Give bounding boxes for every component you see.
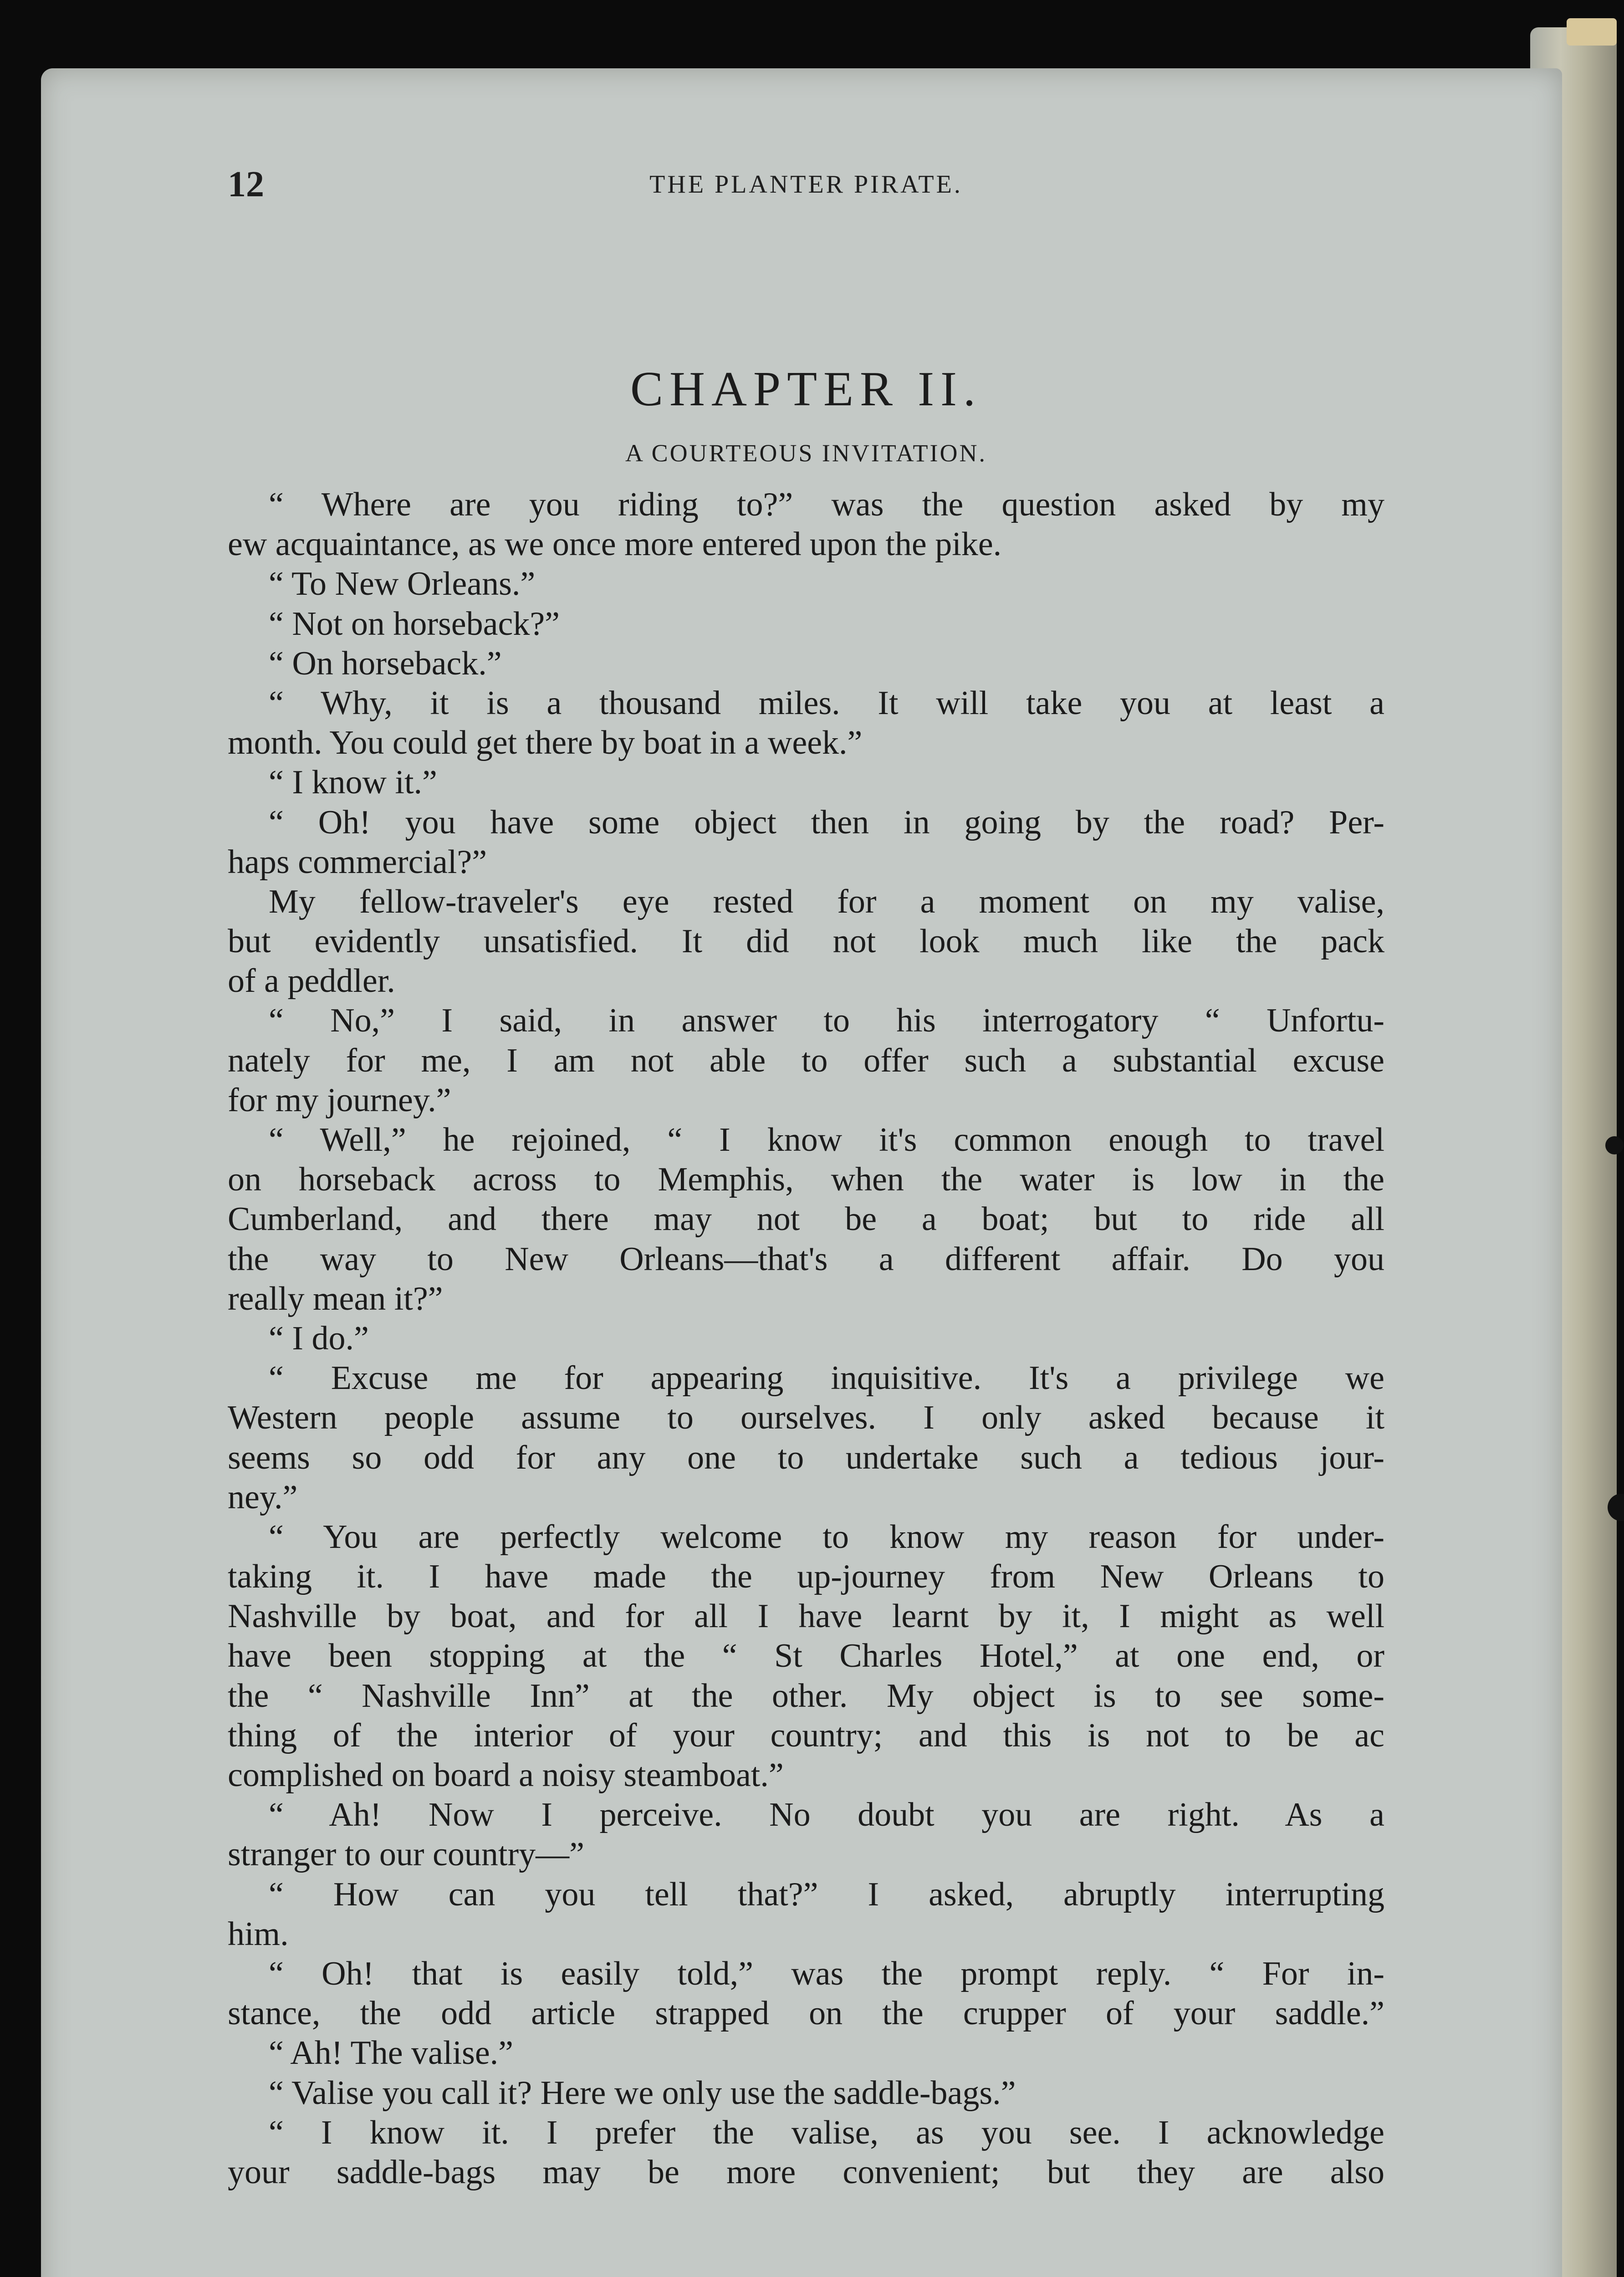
text-line: ney.” (228, 1478, 298, 1516)
text-line: My fellow-traveler's eye rested for a moment on my valise, (269, 883, 1384, 920)
text-line: the way to New Orleans—that's a different affair. Do you (228, 1240, 1384, 1278)
text-line: “ Ah! Now I perceive. No doubt you are right. As a (269, 1796, 1384, 1834)
running-title: THE PLANTER PIRATE. (649, 170, 963, 199)
chapter-title: CHAPTER II. (630, 362, 982, 416)
text-line: “ I know it.” (269, 764, 437, 802)
chapter-subtitle: A COURTEOUS INVITATION. (625, 439, 987, 467)
text-line: “ Where are you riding to?” was the question asked by my (269, 486, 1384, 523)
text-line: have been stopping at the “ St Charles Hotel,” at one end, or (228, 1637, 1384, 1675)
page-number: 12 (228, 164, 264, 204)
text-line: your saddle-bags may be more convenient; but they are also (228, 2153, 1384, 2191)
book-spine (1567, 18, 1617, 46)
text-line: him. (228, 1915, 289, 1953)
text-line: “ Valise you call it? Here we only use the saddle-bags.” (269, 2074, 1016, 2112)
text-line: haps commercial?” (228, 843, 487, 881)
text-line: “ On horseback.” (269, 644, 502, 682)
text-line: month. You could get there by boat in a week.” (228, 724, 863, 762)
text-line: nately for me, I am not able to offer such a substantial excuse (228, 1041, 1384, 1079)
text-line: really mean it?” (228, 1280, 443, 1317)
text-line: “ I do.” (269, 1319, 369, 1357)
text-line: the “ Nashville Inn” at the other. My object is to see some- (228, 1677, 1384, 1715)
text-line: seems so odd for any one to undertake such a tedious jour- (228, 1439, 1384, 1476)
running-head (228, 162, 1384, 207)
text-line: “ To New Orleans.” (269, 565, 536, 603)
text-line: but evidently unsatisfied. It did not look much like the pack (228, 923, 1384, 960)
text-line: of a peddler. (228, 962, 395, 1000)
page-edge-mark (1605, 1136, 1624, 1154)
text-line: ew acquaintance, as we once more entered upon the pike. (228, 526, 1002, 563)
text-line: Western people assume to ourselves. I only asked because it (228, 1399, 1384, 1437)
text-line: “ Why, it is a thousand miles. It will take you at least a (269, 684, 1384, 722)
text-line: “ How can you tell that?” I asked, abruptly interrupting (269, 1875, 1384, 1913)
text-line: “ Not on horseback?” (269, 605, 560, 643)
text-line: stance, the odd article strapped on the crupper of your saddle.” (228, 1995, 1384, 2032)
text-line: “ Ah! The valise.” (269, 2034, 514, 2072)
text-line: “ Oh! that is easily told,” was the prompt reply. “ For in- (269, 1955, 1384, 1992)
body-text (228, 485, 1384, 2192)
text-line: “ Oh! you have some object then in going by the road? Per- (269, 803, 1384, 841)
text-line: thing of the interior of your country; and this is not to be ac (228, 1716, 1384, 1754)
text-line: complished on board a noisy steamboat.” (228, 1756, 784, 1794)
text-line: “ Well,” he rejoined, “ I know it's common enough to travel (269, 1121, 1384, 1159)
text-line: “ Excuse me for appearing inquisitive. It's a privilege we (269, 1359, 1384, 1397)
text-line: on horseback across to Memphis, when the water is low in the (228, 1161, 1384, 1199)
text-line: taking it. I have made the up-journey from New Orleans to (228, 1558, 1384, 1596)
text-line: stranger to our country—” (228, 1836, 584, 1874)
text-line: “ No,” I said, in answer to his interrogatory “ Unfortu- (269, 1002, 1384, 1040)
text-line: Nashville by boat, and for all I have learnt by it, I might as well (228, 1598, 1384, 1635)
text-line: “ I know it. I prefer the valise, as you see. I acknowledge (269, 2114, 1384, 2151)
text-line: Cumberland, and there may not be a boat; but to ride all (228, 1200, 1384, 1238)
text-line: for my journey.” (228, 1081, 451, 1119)
text-line: “ You are perfectly welcome to know my reason for under- (269, 1518, 1384, 1556)
